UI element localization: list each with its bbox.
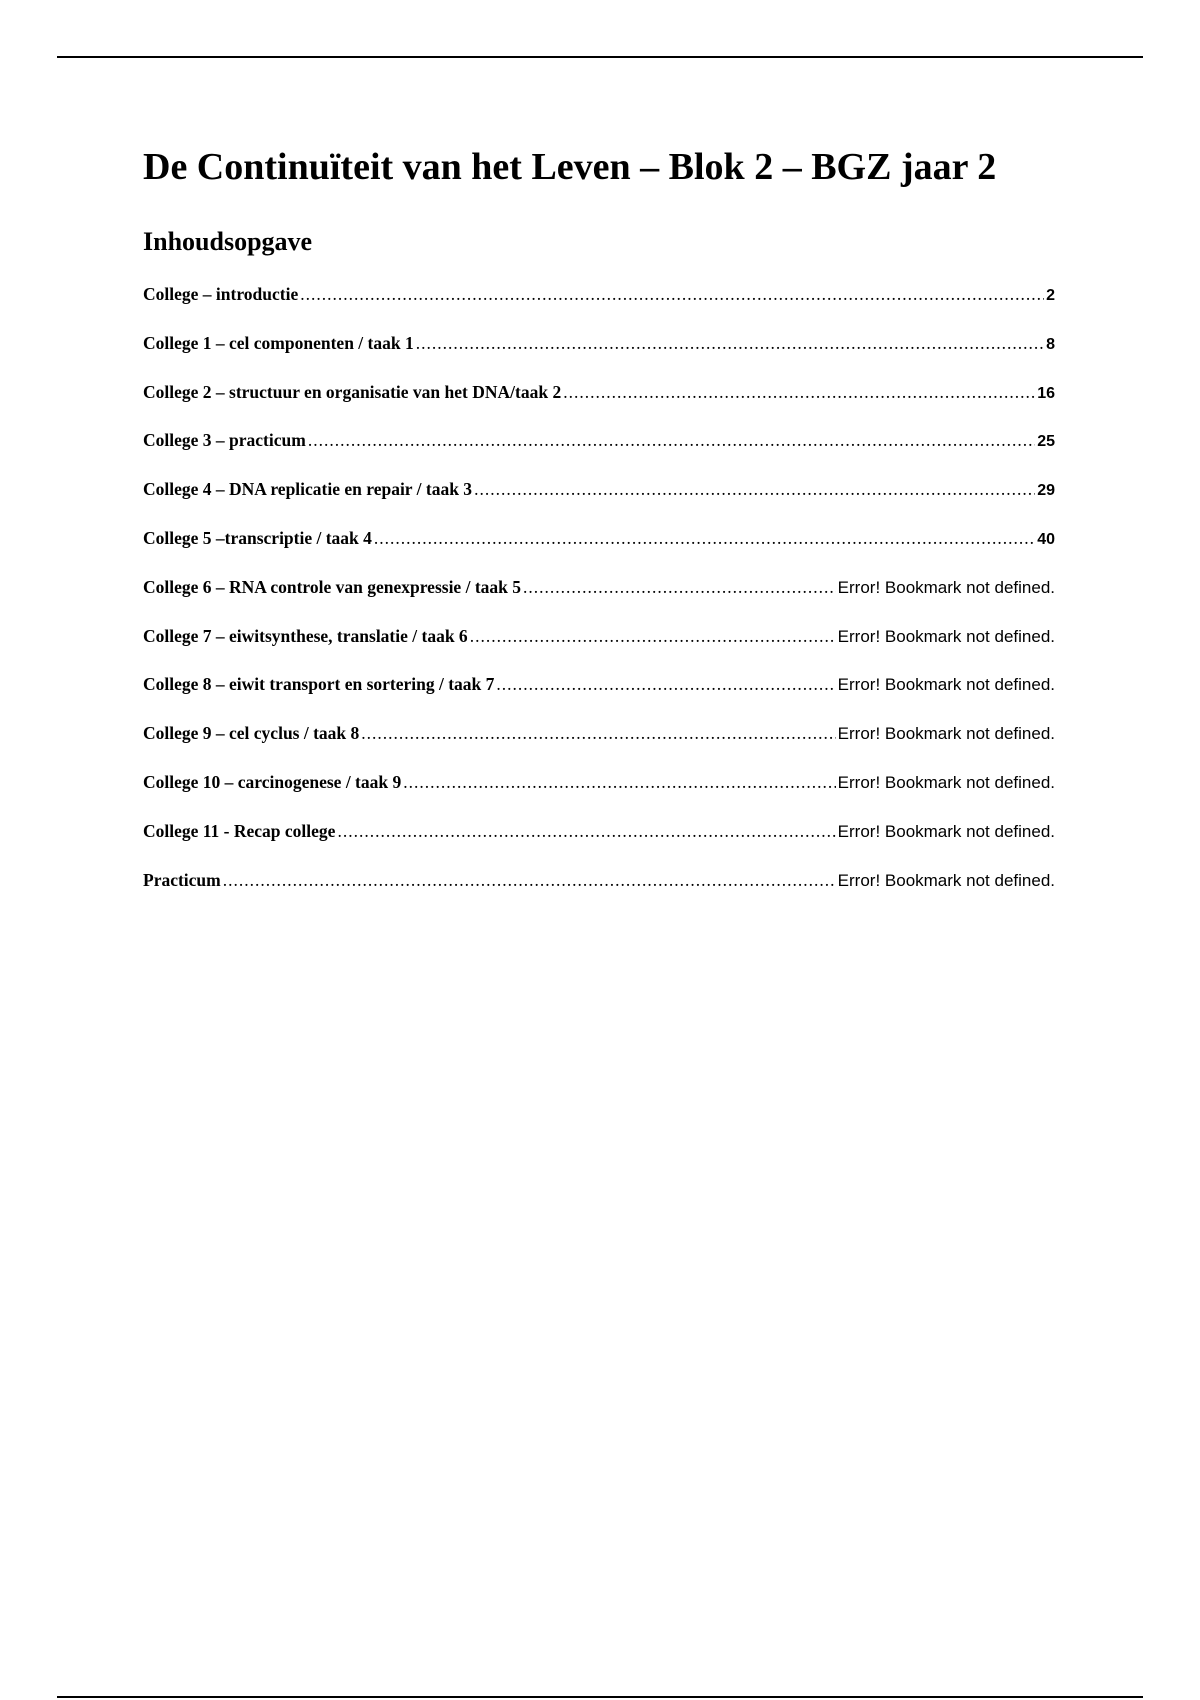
toc-entry-label: College 6 – RNA controle van genexpressie / taak 5: [143, 576, 522, 597]
toc-entry[interactable]: [143, 368, 1055, 417]
toc-entry[interactable]: [143, 563, 1055, 612]
toc-entry[interactable]: [143, 856, 1055, 905]
toc-entry-page: 2: [1046, 287, 1055, 304]
toc-entry-label: Practicum: [143, 869, 221, 890]
toc-dot-leader: [374, 514, 1035, 563]
toc-dot-leader: [416, 319, 1044, 368]
table-of-contents: [143, 270, 1055, 904]
toc-entry-page: Error! Bookmark not defined.: [837, 626, 1055, 646]
header-rule: [57, 56, 1143, 58]
document-title: De Continuïteit van het Leven – Blok 2 – BGZ jaar 2: [143, 146, 997, 188]
toc-entry-label: College 4 – DNA replicatie en repair / taak 3: [143, 479, 473, 500]
toc-entry[interactable]: [143, 270, 1055, 319]
toc-entry-label: College 11 - Recap college: [143, 820, 336, 841]
toc-dot-leader: [223, 856, 836, 905]
toc-entry-label: College 3 – practicum: [143, 430, 306, 451]
toc-entry-label: College 5 –transcriptie / taak 4: [143, 527, 372, 548]
toc-entry[interactable]: [143, 758, 1055, 807]
toc-entry-page: 16: [1037, 384, 1055, 402]
toc-dot-leader: [474, 465, 1035, 514]
toc-dot-leader: [496, 660, 835, 709]
page-content: [143, 140, 1055, 920]
toc-entry[interactable]: [143, 612, 1055, 661]
toc-dot-leader: [470, 612, 836, 661]
toc-entry[interactable]: [143, 709, 1055, 758]
toc-dot-leader: [361, 709, 835, 758]
toc-entry-label: College 9 – cel cyclus / taak 8: [143, 723, 360, 744]
toc-entry-label: College – introductie: [143, 284, 299, 304]
toc-entry-page: Error! Bookmark not defined.: [837, 772, 1055, 792]
toc-entry-label: College 8 – eiwit transport en sortering / taak 7: [143, 674, 495, 695]
toc-heading: Inhoudsopgave: [143, 227, 313, 256]
toc-dot-leader: [308, 416, 1035, 465]
toc-entry-page: Error! Bookmark not defined.: [837, 870, 1055, 890]
toc-entry-page: 25: [1037, 433, 1055, 451]
toc-entry[interactable]: [143, 514, 1055, 563]
toc-entry-page: 40: [1037, 530, 1055, 548]
toc-dot-leader: [403, 758, 835, 807]
footer-rule: [57, 1696, 1143, 1698]
toc-entry-page: Error! Bookmark not defined.: [837, 821, 1055, 841]
toc-dot-leader: [337, 807, 835, 856]
toc-entry-label: College 2 – structuur en organisatie van het DNA/taak 2: [143, 381, 562, 402]
toc-entry-label: College 1 – cel componenten / taak 1: [143, 332, 414, 353]
toc-entry[interactable]: [143, 416, 1055, 465]
toc-dot-leader: [563, 368, 1035, 417]
toc-entry-page: Error! Bookmark not defined.: [837, 675, 1055, 695]
toc-entry-page: Error! Bookmark not defined.: [837, 577, 1055, 597]
toc-entry[interactable]: [143, 660, 1055, 709]
toc-dot-leader: [523, 563, 836, 612]
toc-entry[interactable]: [143, 465, 1055, 514]
toc-entry-label: College 10 – carcinogenese / taak 9: [143, 771, 402, 792]
toc-entry-page: 8: [1046, 335, 1055, 353]
toc-entry-page: 29: [1037, 482, 1055, 500]
toc-entry[interactable]: [143, 319, 1055, 368]
toc-entry-page: Error! Bookmark not defined.: [837, 724, 1055, 744]
toc-entry-label: College 7 – eiwitsynthese, translatie / taak 6: [143, 625, 468, 646]
toc-entry[interactable]: [143, 807, 1055, 856]
toc-dot-leader: [300, 270, 1044, 319]
